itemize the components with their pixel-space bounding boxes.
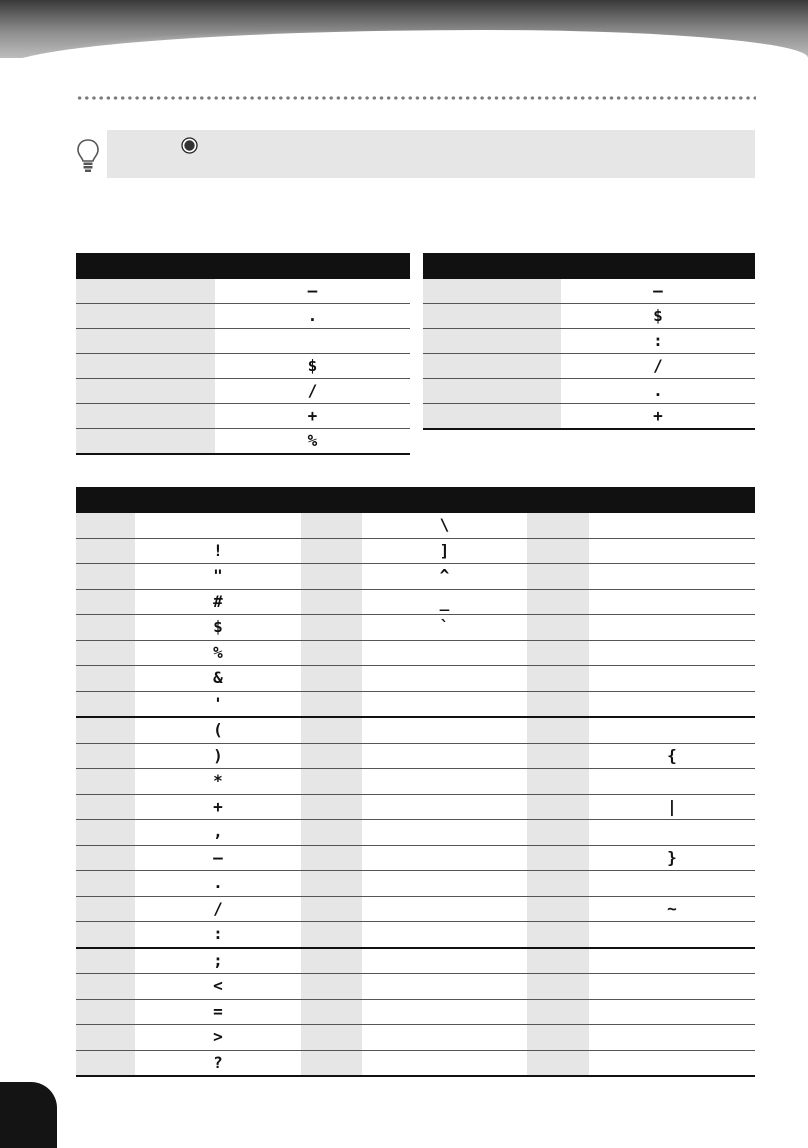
char-cell: * xyxy=(135,769,301,795)
table-row xyxy=(76,379,410,404)
code-cell xyxy=(301,589,362,615)
code-cell xyxy=(76,1025,135,1051)
char-cell xyxy=(589,615,755,641)
char-cell xyxy=(589,974,755,1000)
symbol-cell: / xyxy=(561,354,755,379)
code-cell xyxy=(527,666,589,692)
char-cell: # xyxy=(135,589,301,615)
char-cell xyxy=(589,769,755,795)
char-cell: = xyxy=(135,999,301,1025)
code-cell xyxy=(301,1025,362,1051)
char-cell xyxy=(362,691,527,717)
table-row xyxy=(76,922,755,948)
char-cell xyxy=(362,1050,527,1076)
symbol-cell: – xyxy=(215,279,410,304)
char-cell: . xyxy=(135,871,301,897)
char-cell: ] xyxy=(362,538,527,564)
symbol-cell: + xyxy=(561,404,755,430)
symbol-cell: / xyxy=(215,379,410,404)
table-row xyxy=(76,304,410,329)
symbol-cell: + xyxy=(215,404,410,429)
char-cell xyxy=(589,948,755,974)
char-cell: / xyxy=(135,896,301,922)
code-cell xyxy=(301,615,362,641)
table-row xyxy=(76,871,755,897)
char-cell: ( xyxy=(135,717,301,743)
table-row xyxy=(423,354,755,379)
char-cell xyxy=(362,820,527,846)
table-header xyxy=(76,487,755,513)
char-cell xyxy=(589,513,755,538)
code-cell xyxy=(76,615,135,641)
symbol-cell: % xyxy=(215,429,410,455)
table-row xyxy=(76,948,755,974)
table-row xyxy=(76,743,755,769)
table-row xyxy=(76,404,410,429)
code-cell xyxy=(76,564,135,590)
code-cell xyxy=(527,871,589,897)
code-cell xyxy=(76,513,135,538)
code-cell xyxy=(527,1050,589,1076)
char-cell: ? xyxy=(135,1050,301,1076)
table-row xyxy=(76,820,755,846)
table-row xyxy=(423,379,755,404)
table-row xyxy=(76,896,755,922)
code-cell xyxy=(527,769,589,795)
code-cell xyxy=(301,564,362,590)
code-cell xyxy=(76,717,135,743)
code-cell xyxy=(527,1025,589,1051)
table-row xyxy=(76,513,755,538)
char-cell: } xyxy=(589,845,755,871)
code-cell xyxy=(301,691,362,717)
symbol-table-right xyxy=(423,253,755,430)
symbol-cell: . xyxy=(561,379,755,404)
char-cell: > xyxy=(135,1025,301,1051)
code-cell xyxy=(301,769,362,795)
char-cell xyxy=(362,871,527,897)
char-cell xyxy=(362,896,527,922)
char-cell: \ xyxy=(362,513,527,538)
label-cell xyxy=(76,279,215,304)
label-cell xyxy=(423,354,561,379)
table-row xyxy=(423,304,755,329)
code-cell xyxy=(301,948,362,974)
code-cell xyxy=(301,974,362,1000)
char-cell: % xyxy=(135,640,301,666)
code-cell xyxy=(76,1050,135,1076)
code-cell xyxy=(76,691,135,717)
char-cell: ` xyxy=(362,615,527,641)
code-cell xyxy=(527,564,589,590)
code-cell xyxy=(301,640,362,666)
char-cell: ^ xyxy=(362,564,527,590)
symbol-cell: : xyxy=(561,329,755,354)
char-cell xyxy=(589,691,755,717)
symbol-cell xyxy=(215,329,410,354)
code-cell xyxy=(76,743,135,769)
char-cell xyxy=(362,769,527,795)
symbol-table-left xyxy=(76,253,410,455)
char-cell xyxy=(362,717,527,743)
symbol-cell: $ xyxy=(215,354,410,379)
lightbulb-icon xyxy=(76,138,100,176)
char-cell: : xyxy=(135,922,301,948)
note-box xyxy=(107,130,755,178)
code-cell xyxy=(527,743,589,769)
char-cell xyxy=(589,640,755,666)
code-cell xyxy=(76,538,135,564)
code-cell xyxy=(301,513,362,538)
char-cell xyxy=(589,717,755,743)
code-cell xyxy=(76,871,135,897)
code-cell xyxy=(527,896,589,922)
table-row xyxy=(423,329,755,354)
table-row xyxy=(76,691,755,717)
table-row xyxy=(76,974,755,1000)
char-cell: , xyxy=(135,820,301,846)
code-cell xyxy=(301,717,362,743)
table-row xyxy=(76,999,755,1025)
code-cell xyxy=(76,845,135,871)
code-cell xyxy=(301,794,362,820)
page-tab xyxy=(0,1082,57,1148)
char-cell xyxy=(362,845,527,871)
code-cell xyxy=(527,640,589,666)
table-row xyxy=(76,1025,755,1051)
table-row xyxy=(76,666,755,692)
char-cell xyxy=(589,999,755,1025)
label-cell xyxy=(76,379,215,404)
table-row xyxy=(76,640,755,666)
label-cell xyxy=(423,404,561,430)
code-cell xyxy=(527,948,589,974)
table-header xyxy=(423,253,755,279)
table-row xyxy=(76,589,755,615)
table-row xyxy=(423,404,755,430)
char-cell: _ xyxy=(362,589,527,615)
table-row xyxy=(76,538,755,564)
char-cell xyxy=(589,538,755,564)
table-row xyxy=(76,769,755,795)
char-cell xyxy=(362,922,527,948)
dotted-rule xyxy=(76,96,756,100)
code-cell xyxy=(76,794,135,820)
code-cell xyxy=(76,589,135,615)
code-cell xyxy=(301,845,362,871)
code-cell xyxy=(527,538,589,564)
char-cell: & xyxy=(135,666,301,692)
code-cell xyxy=(76,974,135,1000)
table-row xyxy=(76,279,410,304)
char-cell: $ xyxy=(135,615,301,641)
label-cell xyxy=(423,379,561,404)
table-row xyxy=(76,429,410,455)
code-cell xyxy=(301,743,362,769)
char-cell: ; xyxy=(135,948,301,974)
character-table xyxy=(76,487,755,1077)
code-cell xyxy=(527,691,589,717)
label-cell xyxy=(76,354,215,379)
code-cell xyxy=(76,999,135,1025)
code-cell xyxy=(76,948,135,974)
table-header xyxy=(76,253,410,279)
char-cell xyxy=(589,666,755,692)
code-cell xyxy=(527,513,589,538)
code-cell xyxy=(301,922,362,948)
char-cell: – xyxy=(135,845,301,871)
code-cell xyxy=(301,666,362,692)
code-cell xyxy=(527,820,589,846)
char-cell xyxy=(135,513,301,538)
char-cell xyxy=(589,589,755,615)
char-cell xyxy=(362,666,527,692)
label-cell xyxy=(76,429,215,455)
table-row xyxy=(76,717,755,743)
char-cell xyxy=(362,948,527,974)
code-cell xyxy=(301,538,362,564)
char-cell: ! xyxy=(135,538,301,564)
code-cell xyxy=(527,615,589,641)
code-cell xyxy=(76,640,135,666)
table-row xyxy=(76,329,410,354)
char-cell xyxy=(362,999,527,1025)
char-cell xyxy=(589,564,755,590)
code-cell xyxy=(527,717,589,743)
char-cell: " xyxy=(135,564,301,590)
label-cell xyxy=(423,329,561,354)
table-row xyxy=(76,794,755,820)
table-row xyxy=(76,1050,755,1076)
code-cell xyxy=(301,1050,362,1076)
code-cell xyxy=(527,845,589,871)
label-cell xyxy=(76,304,215,329)
char-cell xyxy=(589,1050,755,1076)
esc-key-icon xyxy=(181,137,198,154)
code-cell xyxy=(76,896,135,922)
char-cell: ~ xyxy=(589,896,755,922)
char-cell: ' xyxy=(135,691,301,717)
code-cell xyxy=(76,769,135,795)
table-row xyxy=(76,845,755,871)
code-cell xyxy=(76,922,135,948)
char-cell xyxy=(362,743,527,769)
char-cell xyxy=(362,1025,527,1051)
code-cell xyxy=(76,820,135,846)
symbol-cell: . xyxy=(215,304,410,329)
code-cell xyxy=(527,999,589,1025)
label-cell xyxy=(76,329,215,354)
code-cell xyxy=(527,974,589,1000)
code-cell xyxy=(527,922,589,948)
table-row xyxy=(76,354,410,379)
code-cell xyxy=(301,820,362,846)
code-cell xyxy=(301,896,362,922)
char-cell xyxy=(589,871,755,897)
char-cell xyxy=(589,820,755,846)
table-row xyxy=(423,279,755,304)
char-cell xyxy=(362,640,527,666)
char-cell xyxy=(589,922,755,948)
char-cell: ) xyxy=(135,743,301,769)
table-row xyxy=(76,564,755,590)
symbol-cell: – xyxy=(561,279,755,304)
char-cell xyxy=(362,794,527,820)
char-cell xyxy=(362,974,527,1000)
label-cell xyxy=(423,279,561,304)
char-cell xyxy=(589,1025,755,1051)
char-cell: < xyxy=(135,974,301,1000)
char-cell: + xyxy=(135,794,301,820)
table-row xyxy=(76,615,755,641)
code-cell xyxy=(301,871,362,897)
symbol-cell: $ xyxy=(561,304,755,329)
code-cell xyxy=(527,589,589,615)
char-cell: { xyxy=(589,743,755,769)
label-cell xyxy=(76,404,215,429)
code-cell xyxy=(76,666,135,692)
label-cell xyxy=(423,304,561,329)
char-cell: | xyxy=(589,794,755,820)
code-cell xyxy=(527,794,589,820)
code-cell xyxy=(301,999,362,1025)
